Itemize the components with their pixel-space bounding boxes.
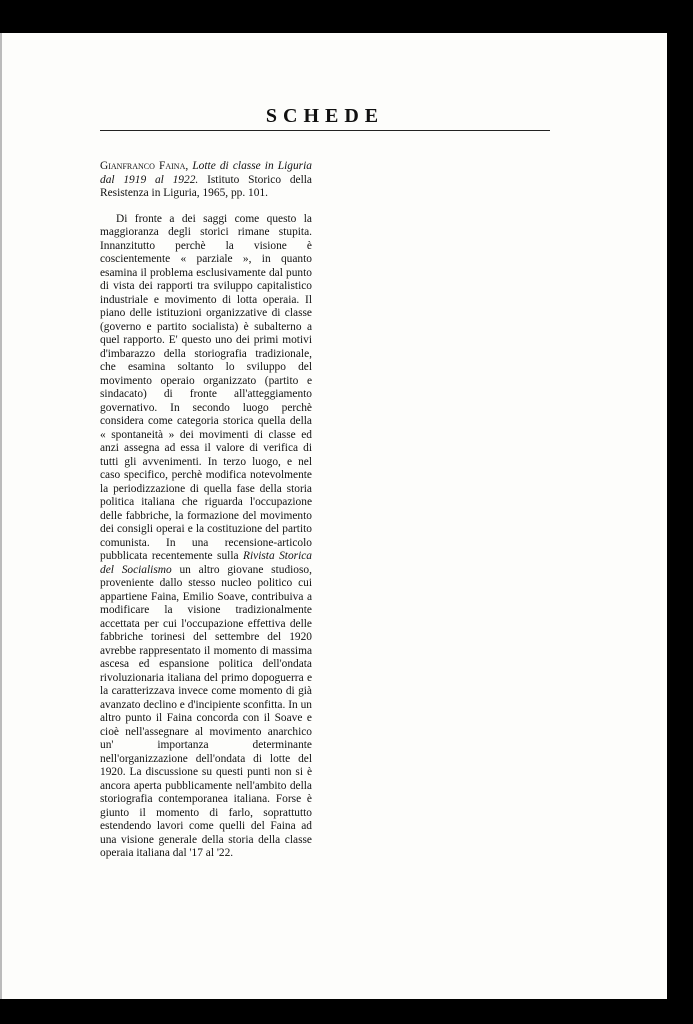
section-title: SCHEDE [265,105,385,127]
section-header [100,105,550,128]
page-edge [0,33,2,999]
header-rule [100,130,550,131]
review1-reference [100,160,312,201]
review1-journal: Rivista Storica del Socialismo [100,550,313,576]
review1-title: Lotte di classe in Liguria dal 1919 al 1922. [100,160,312,186]
review1-publisher: Istituto Storico della Resistenza in Liguria, 1965, pp. 101. [100,173,312,199]
review1-author: Gianfranco Faina, [100,160,189,172]
review1-body-b: un altro giovane studioso, proveniente dallo stesso nucleo politico cui appartiene Faina, Emilio Soave, contribuiva a modificare la visione tradizionalmente accettata per cui l'occupazione effettiva delle fabbriche torinesi del settembre del 1920 avrebbe rappresentato il momento di massima ascesa ed espansione politica dell'ondata rivoluzionaria italiana del primo dopoguerra e la caratterizzava invece come momento di già avanzato declino e d'incipiente sconfitta. In un altro punto il Faina concorda con il Soave e cioè nell'assegnare al movimento anarchico un' importanza determinante nell'organizzazione dell'ondata di lotte del 1920. La discussione su questi punti non si è ancora aperta pubblicamente nell'ambito della storiografia contemporanea italiana. Forse è giunto il momento di farlo, soprattutto estendendo lavori come quelli del Faina ad una visione generale della storia della classe operaia italiana dal '17 al '22. [100,563,312,859]
review1-body [100,213,312,861]
review1-body-a: Di fronte a dei saggi come questo la maggioranza degli storici rimane stupita. Innanzitutto perchè la visione è coscientemente « parziale », in quanto esamina il problema esclusivamente dal punto di vista dei rapporti tra sviluppo capitalistico industriale e movimento di lotta operaia. Il piano delle istituzioni organizzative di classe (governo e partito socialista) è subalterno a quel rapporto. E' questo uno dei primi motivi d'imbarazzo della storiografia tradizionale, che esamina soltanto lo sviluppo del movimento operaio organizzato (partito e sindacato) di fronte all'atteggiamento governativo. In secondo luogo perchè considera come categoria storica quella della « spontaneità » dei movimenti di classe ed anzi assegna ad essa il valore di verifica di tutti gli avvenimenti. In terzo luogo, e nel caso specifico, perchè modifica notevolmente la periodizzazione di quella fase della storia politica italiana che riguarda l'occupazione delle fabbriche, la formazione del movimento dei consigli operai e la costituzione del partito comunista. In una recensione-articolo pubblicata recentemente sulla [100,212,312,562]
left-column [100,160,312,861]
